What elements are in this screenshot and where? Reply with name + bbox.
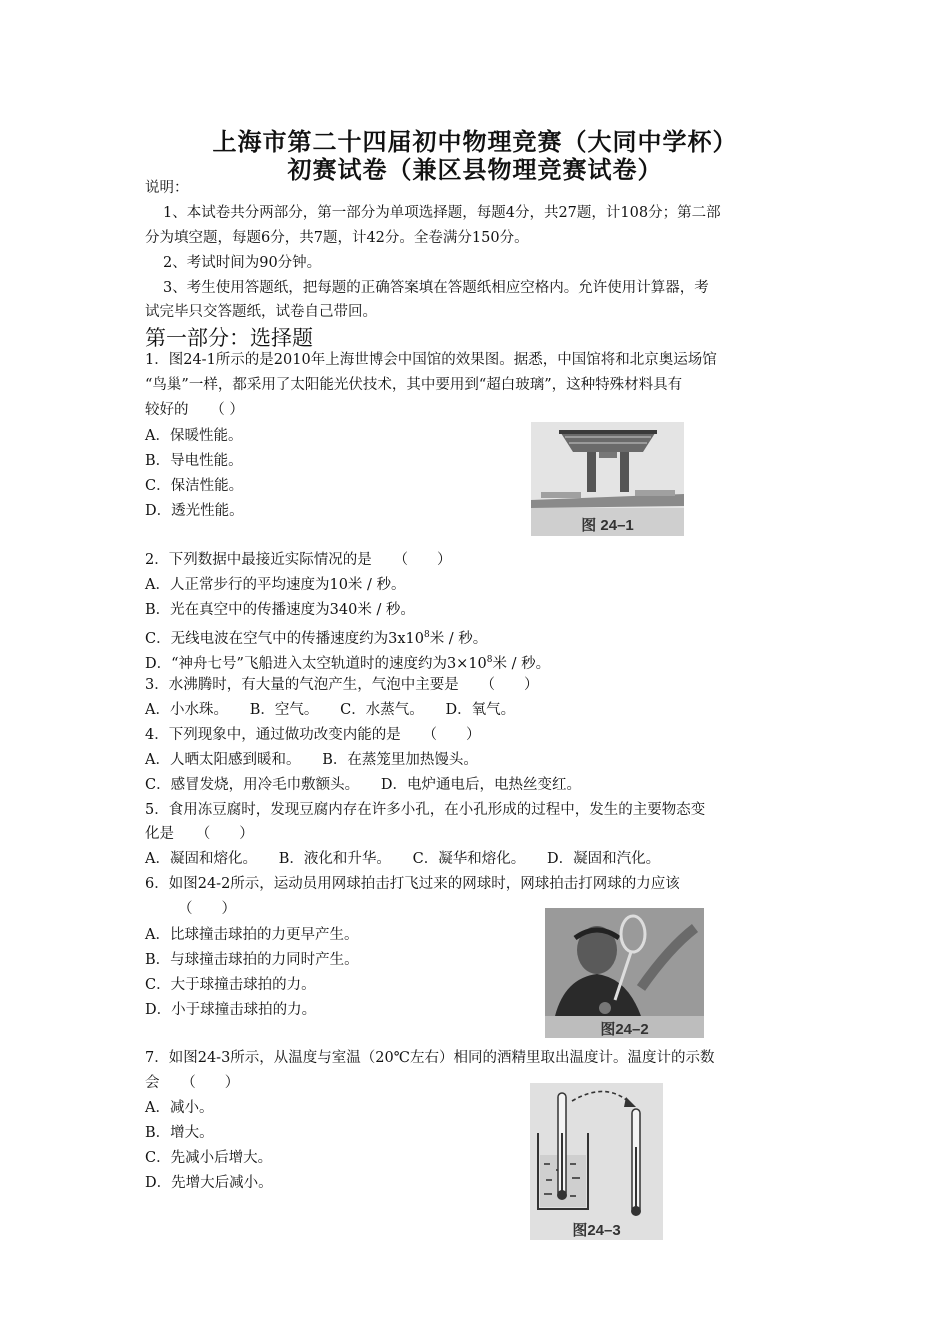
q6-option-c: C．大于球撞击球拍的力。 xyxy=(145,977,316,993)
q7-stem-1: 7．如图24-3所示，从温度与室温（20℃左右）相同的酒精里取出温度计。温度计的示数 xyxy=(145,1050,715,1066)
instructions-heading: 说明： xyxy=(145,180,189,196)
q7-option-c: C．先减小后增大。 xyxy=(145,1150,273,1166)
q2-option-c xyxy=(145,625,487,649)
instruction-1-cont: 分为填空题，每题6分，共7题，计42分。全卷满分150分。 xyxy=(145,230,529,246)
q7-option-b: B．增大。 xyxy=(145,1125,214,1141)
instruction-2: 2、考试时间为90分钟。 xyxy=(163,255,322,271)
q2-option-c-exponent: 8 xyxy=(423,630,430,640)
figure-24-3 xyxy=(530,1083,663,1240)
exam-subtitle: 初赛试卷（兼区县物理竞赛试卷） xyxy=(287,156,663,184)
figure-24-2-caption: 图24–2 xyxy=(600,1021,649,1038)
q2-option-d-exponent: 8 xyxy=(486,655,493,665)
q4-options-cd: C．感冒发烧，用冷毛巾敷额头。 D．电炉通电后，电热丝变红。 xyxy=(145,777,581,793)
instruction-1: 1、本试卷共分两部分，第一部分为单项选择题，每题4分，共27题，计108分；第二部 xyxy=(163,205,721,221)
q2-option-a: A．人正常步行的平均速度为10米 / 秒。 xyxy=(145,577,406,593)
figure-24-1-caption: 图 24–1 xyxy=(581,517,634,534)
instruction-3: 3、考生使用答题纸，把每题的正确答案填在答题纸相应空格内。允许使用计算器，考 xyxy=(163,280,709,296)
thermometer-illustration xyxy=(530,1083,663,1240)
q3-stem: 3．水沸腾时，有大量的气泡产生，气泡中主要是 （ ） xyxy=(145,677,539,693)
q2-option-d-text: D．“神舟七号”飞船进入太空轨道时的速度约为3×10 xyxy=(145,655,487,672)
q2-option-d-unit: 米 / 秒。 xyxy=(492,655,551,672)
q1-stem-3: 较好的 （ ） xyxy=(145,402,244,418)
q1-option-b: B．导电性能。 xyxy=(145,453,243,469)
q3-options: A．小水珠。 B．空气。 C．水蒸气。 D．氧气。 xyxy=(145,702,516,718)
q5-options: A．凝固和熔化。 B．液化和升华。 C．凝华和熔化。 D．凝固和汽化。 xyxy=(145,851,661,867)
q6-stem-2: （ ） xyxy=(178,901,236,917)
figure-24-3-caption: 图24–3 xyxy=(572,1222,621,1239)
q2-option-c-unit: 米 / 秒。 xyxy=(429,630,488,647)
q4-stem: 4．下列现象中，通过做功改变内能的是 （ ） xyxy=(145,727,481,743)
q7-option-d: D．先增大后减小。 xyxy=(145,1175,273,1191)
q5-stem-1: 5．食用冻豆腐时，发现豆腐内存在许多小孔，在小孔形成的过程中，发生的主要物态变 xyxy=(145,802,706,818)
exam-title: 上海市第二十四届初中物理竞赛（大同中学杯） xyxy=(212,128,738,156)
q2-option-b: B．光在真空中的传播速度为340米 / 秒。 xyxy=(145,602,415,618)
q6-stem-1: 6．如图24-2所示，运动员用网球拍击打飞过来的网球时，网球拍击打网球的力应该 xyxy=(145,876,680,892)
q1-stem-1: 1．图24-1所示的是2010年上海世博会中国馆的效果图。据悉，中国馆将和北京奥运场馆 xyxy=(145,352,717,368)
q1-option-a: A．保暖性能。 xyxy=(145,428,243,444)
figure-24-2 xyxy=(545,908,704,1038)
instruction-3-cont: 试完毕只交答题纸，试卷自己带回。 xyxy=(145,304,377,320)
q1-option-c: C．保洁性能。 xyxy=(145,478,244,494)
section-heading: 第一部分：选择题 xyxy=(145,326,313,350)
q4-options-ab: A．人晒太阳感到暖和。 B．在蒸笼里加热馒头。 xyxy=(145,752,478,768)
q2-stem: 2．下列数据中最接近实际情况的是 （ ） xyxy=(145,552,452,568)
q6-option-a: A．比球撞击球拍的力更早产生。 xyxy=(145,927,359,943)
q1-stem-2: “鸟巢”一样，都采用了太阳能光伏技术，其中要用到“超白玻璃”，这种特殊材料具有 xyxy=(145,377,683,393)
q2-option-d xyxy=(145,650,550,674)
q7-option-a: A．减小。 xyxy=(145,1100,214,1116)
figure-24-1 xyxy=(531,422,684,536)
q7-stem-2: 会 （ ） xyxy=(145,1075,240,1091)
q5-stem-2: 化是 （ ） xyxy=(145,826,254,842)
q6-option-b: B．与球撞击球拍的力同时产生。 xyxy=(145,952,359,968)
q6-option-d: D．小于球撞击球拍的力。 xyxy=(145,1002,317,1018)
q2-option-c-text: C．无线电波在空气中的传播速度约为3x10 xyxy=(145,630,424,647)
q1-option-d: D．透光性能。 xyxy=(145,503,244,519)
